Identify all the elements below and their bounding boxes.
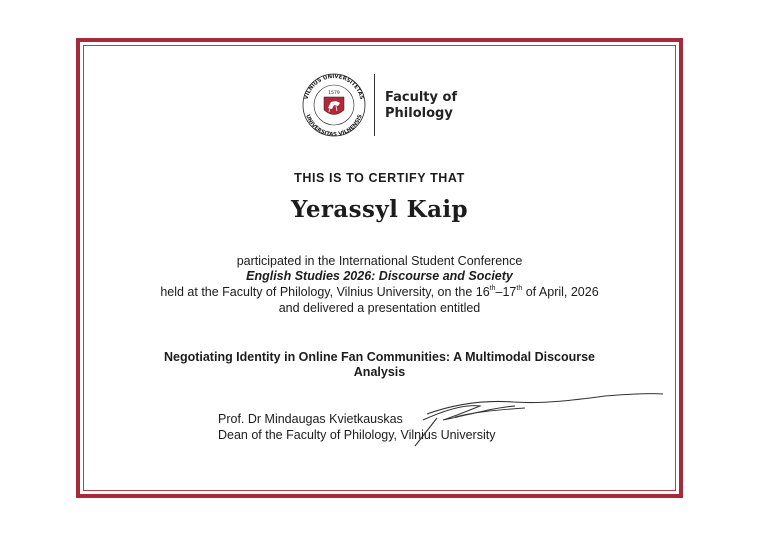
body-line-3	[76, 285, 683, 300]
line3-post: of April, 2026	[522, 285, 599, 299]
body-line-1: participated in the International Student Conference	[236, 254, 523, 268]
presentation-title-line1: Negotiating Identity in Online Fan Communities: A Multimodal Discourse	[163, 350, 596, 364]
svg-text:VILNIUS UNIVERSITETAS	[304, 74, 365, 101]
seal-icon	[296, 72, 374, 138]
university-seal-logo	[296, 72, 374, 138]
seal-text-bottom: UNIVERSITAS VILNENSIS	[304, 113, 364, 138]
signatory-name: Prof. Dr Mindaugas Kvietkauskas	[218, 412, 403, 426]
line3-sup1: th	[489, 284, 496, 292]
faculty-line1: Faculty of	[385, 90, 458, 105]
certify-heading: THIS IS TO CERTIFY THAT	[294, 171, 465, 185]
handwritten-signature	[395, 390, 665, 450]
svg-text:UNIVERSITAS VILNENSIS	[304, 114, 364, 138]
presentation-title-line2: Analysis	[353, 365, 406, 379]
faculty-line2: Philology	[385, 106, 453, 121]
faculty-label	[385, 90, 457, 122]
line3-mid: –17	[495, 285, 517, 299]
seal-year: 1579	[328, 91, 340, 96]
seal-text-top: VILNIUS UNIVERSITETAS	[303, 73, 365, 101]
body-line-4: and delivered a presentation entitled	[278, 301, 481, 315]
recipient-name: Yerassyl Kaip	[291, 196, 468, 223]
line3-sup2: th	[516, 284, 523, 292]
line3-pre: held at the Faculty of Philology, Vilnius University, on the 16	[160, 285, 490, 299]
logo-divider	[374, 74, 375, 136]
signatory-position: Dean of the Faculty of Philology, Vilnius University	[218, 428, 496, 442]
conference-name: English Studies 2026: Discourse and Society	[246, 269, 513, 283]
